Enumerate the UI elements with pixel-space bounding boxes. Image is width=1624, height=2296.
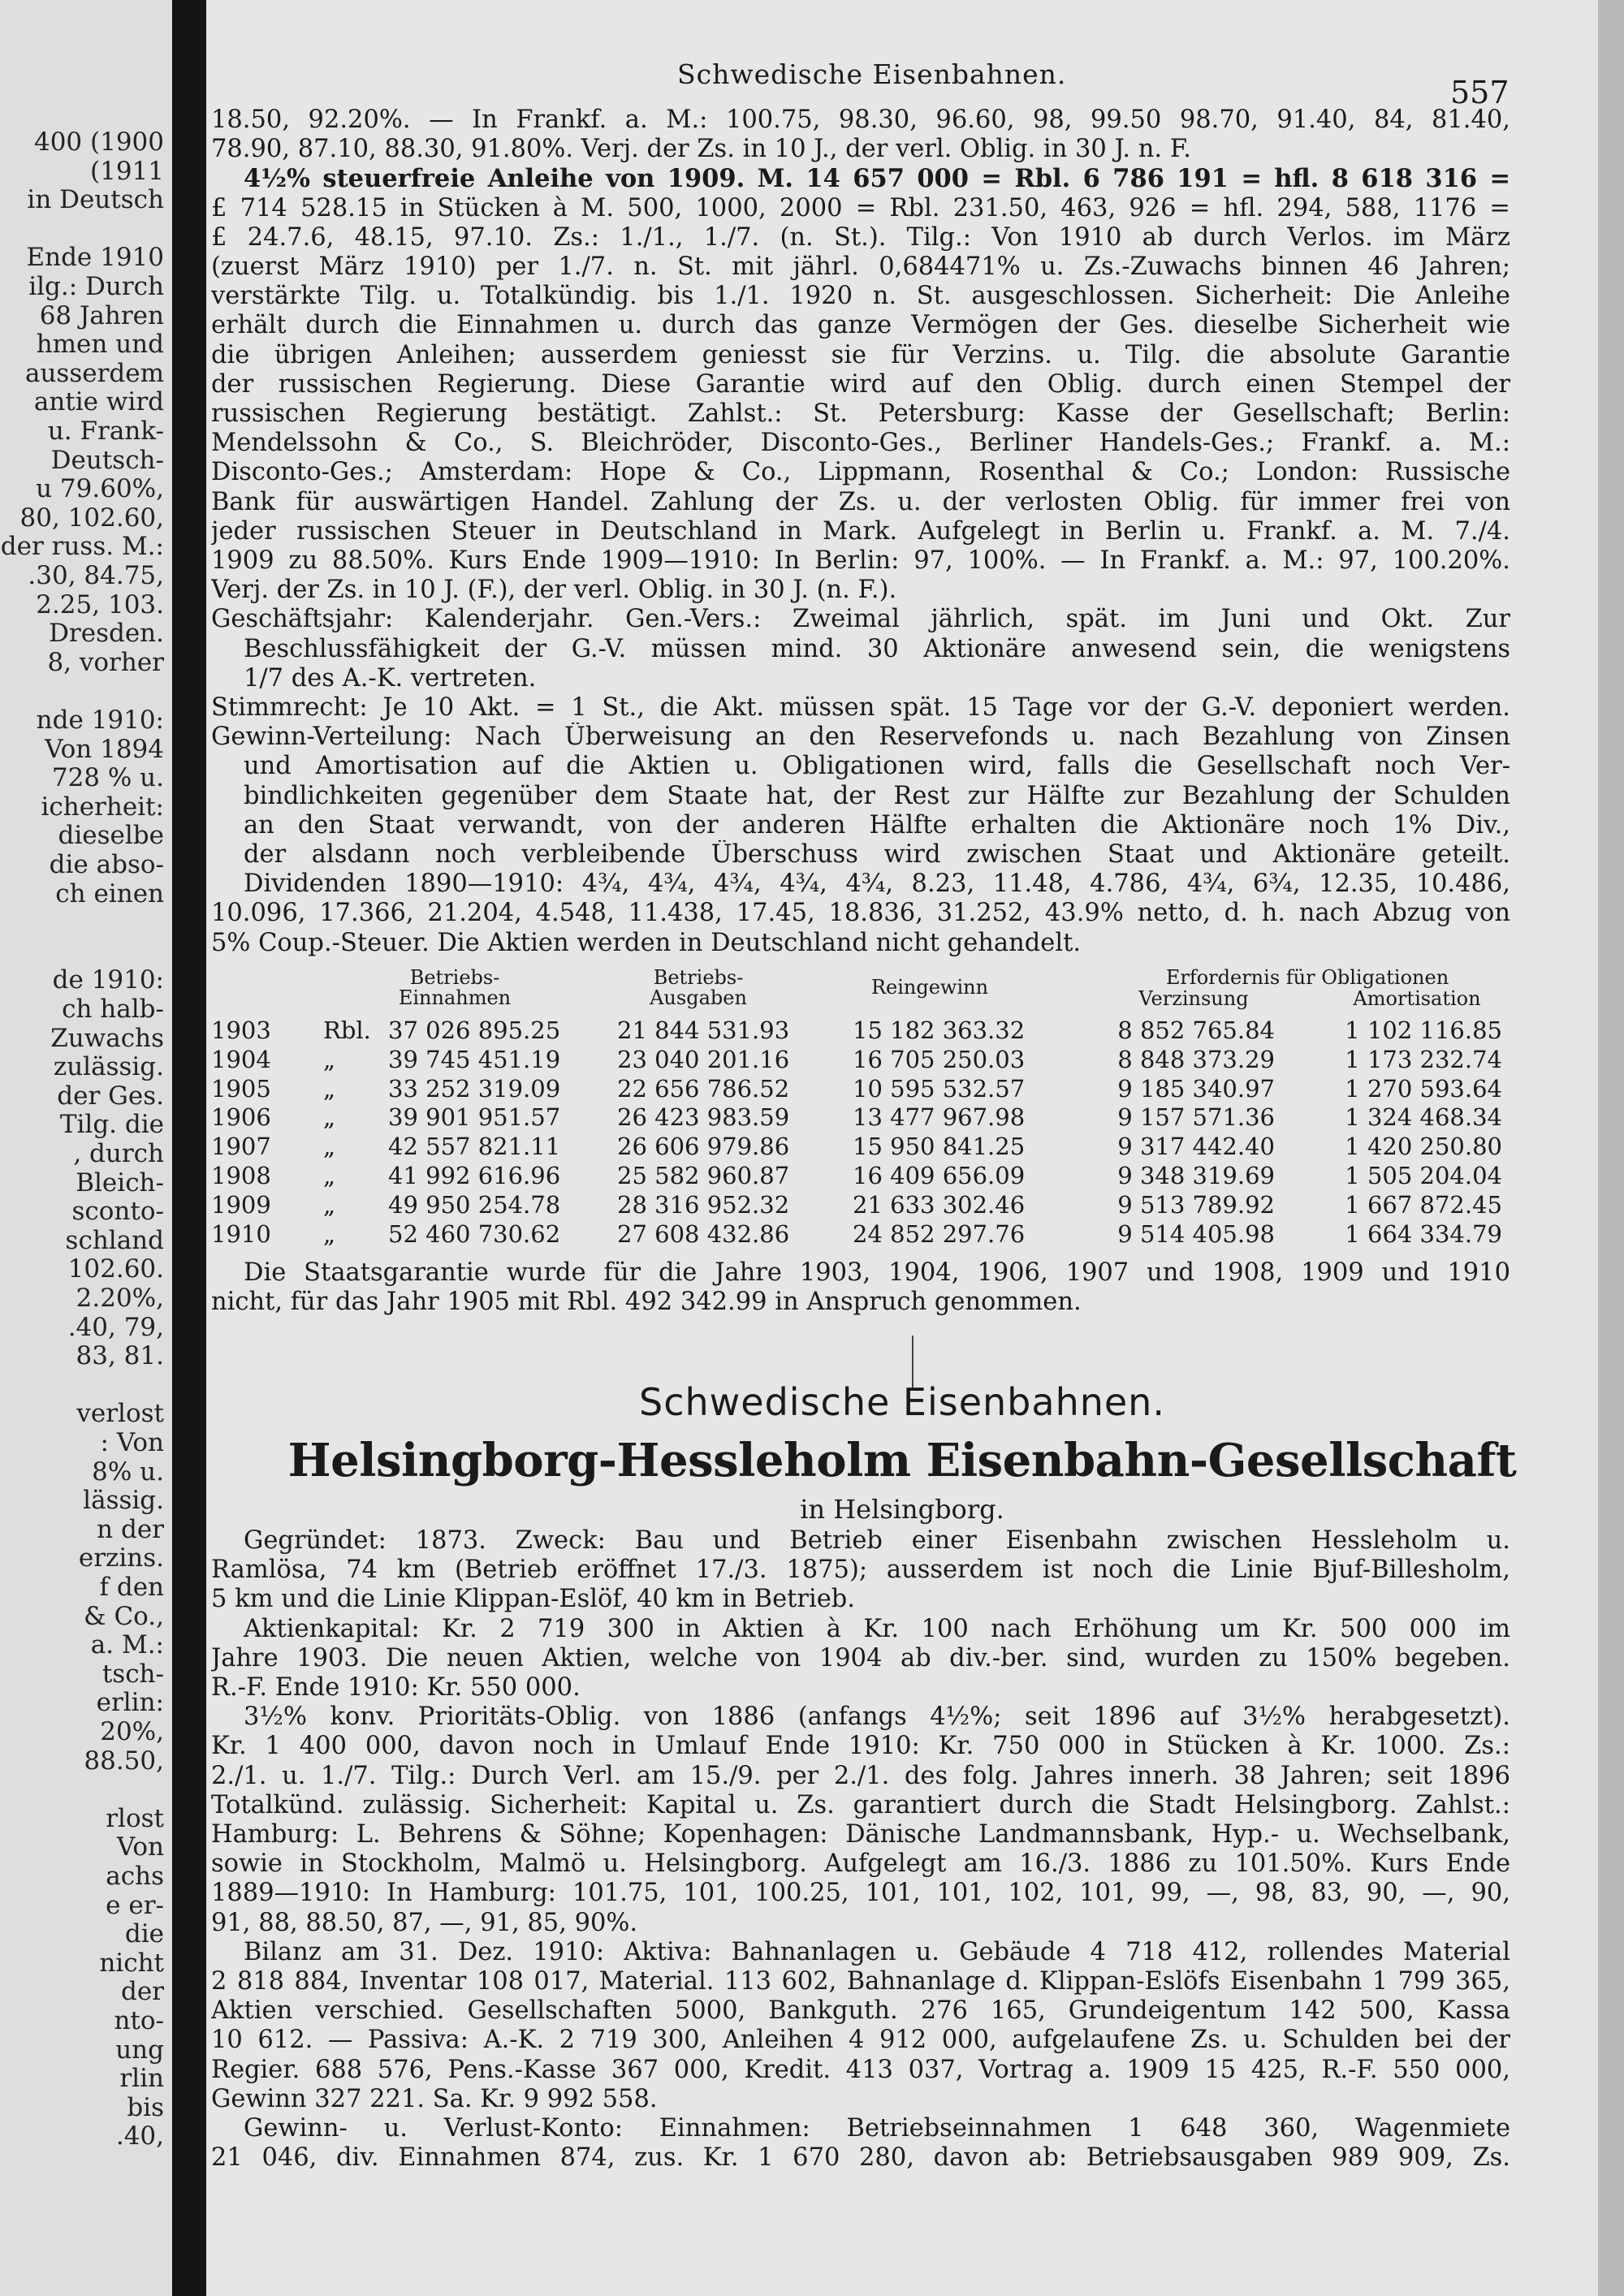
text-line: Kr. 1 400 000, davon noch in Umlauf Ende 1910: Kr. 750 000 in Stücken à Kr. 1000. Zs.:	[211, 1732, 1510, 1761]
section-title: Schwedische Eisenbahnen.	[639, 1380, 1165, 1424]
bleed-line: , durch	[73, 1139, 164, 1168]
text-line: Gewinn-Verteilung: Nach Überweisung an den Reservefonds u. nach Bezahlung von Zinsen	[211, 723, 1510, 752]
bleed-line: 102.60.	[67, 1254, 164, 1284]
bleed-line: 88.50,	[84, 1746, 164, 1776]
text-line: Regier. 688 576, Pens.-Kasse 367 000, Kredit. 413 037, Vortrag a. 1909 15 425, R.-F. 550 000,	[211, 2055, 1510, 2084]
bleed-line: achs	[106, 1862, 164, 1891]
cell-ausgaben: 27 608 432.86	[617, 1219, 790, 1248]
text-line: Gewinn- u. Verlust-Konto: Einnahmen: Betriebseinnahmen 1 648 360, Wagenmiete	[244, 2114, 1510, 2143]
text-line: Bank für auswärtigen Handel. Zahlung der Zs. u. der verlosten Oblig. für immer frei von	[211, 487, 1510, 516]
cell-reingewinn: 10 595 532.57	[853, 1074, 1026, 1103]
bleed-line: .40,	[115, 2121, 164, 2151]
bleed-line: verlost	[76, 1399, 164, 1429]
bleed-line: der	[120, 1977, 164, 2007]
cell-amortisation: 1 324 468.34	[1345, 1103, 1502, 1132]
text-line: 21 046, div. Einnahmen 874, zus. Kr. 1 670 280, davon ab: Betriebsausgaben 989 909, Zs.	[211, 2143, 1510, 2173]
text-line: R.-F. Ende 1910: Kr. 550 000.	[211, 1673, 581, 1703]
text-line: jeder russischen Steuer in Deutschland in Mark. Aufgelegt in Berlin u. Frankf. a. M. 7./4.	[211, 516, 1510, 546]
text-line: 10 612. — Passiva: A.-K. 2 719 300, Anleihen 4 912 000, aufgelaufene Zs. u. Schulden bei der	[211, 2026, 1510, 2055]
table-row	[211, 1016, 1510, 1046]
cell-einnahmen: 42 557 821.11	[388, 1133, 561, 1161]
bleed-line: Von	[116, 1832, 164, 1862]
running-head: Schwedische Eisenbahnen.	[677, 58, 1067, 90]
text-line: Verj. der Zs. in 10 J. (F.), der verl. Oblig. in 30 J. (n. F.).	[211, 576, 897, 605]
guarantee-note	[211, 1258, 1510, 1317]
table-row	[211, 1046, 1510, 1075]
bleed-line: de 1910:	[52, 965, 164, 995]
bleed-line: icherheit:	[41, 792, 164, 822]
bleed-line: die abso-	[49, 850, 164, 879]
text-line: Geschäftsjahr: Kalenderjahr. Gen.-Vers.: Zweimal jährlich, spät. im Juni und Okt. Zur	[211, 605, 1510, 634]
bleed-line: & Co.,	[84, 1601, 164, 1631]
bleed-line: die	[124, 1919, 164, 1949]
cell-reingewinn: 21 633 302.46	[853, 1190, 1026, 1219]
bleed-line: a. M.:	[90, 1630, 164, 1660]
bleed-line: hmen und	[36, 330, 164, 360]
cell-reingewinn: 13 477 967.98	[853, 1103, 1026, 1132]
cell-amortisation: 1 664 334.79	[1345, 1219, 1502, 1248]
bleed-line: nde 1910:	[36, 706, 164, 735]
cell-amortisation: 1 667 872.45	[1345, 1190, 1502, 1219]
text-line: 1889—1910: In Hamburg: 101.75, 101, 100.25, 101, 101, 102, 101, 99, —, 98, 83, 90, —, 90,	[211, 1879, 1510, 1908]
bleed-line: .30, 84.75,	[28, 561, 164, 590]
bleed-line: erzins.	[78, 1543, 164, 1573]
cell-ausgaben: 25 582 960.87	[617, 1162, 790, 1189]
page-edge	[1598, 0, 1624, 2296]
cell-einnahmen: 39 901 951.57	[388, 1103, 561, 1132]
text-line: 2./1. u. 1./7. Tilg.: Durch Verl. am 15./9. per 2./1. des folg. Jahres innerh. 38 Jahren; seit 1896	[211, 1761, 1510, 1790]
table-row	[211, 1103, 1510, 1133]
bleed-line: ausserdem	[24, 358, 164, 388]
company-location: in Helsingborg.	[800, 1494, 1004, 1525]
bleed-line: Von 1894	[45, 734, 164, 764]
text-line: £ 714 528.15 in Stücken à M. 500, 1000, 2000 = Rbl. 231.50, 463, 926 = hfl. 294, 588, 1176 =	[211, 193, 1510, 222]
bleed-line: : Von	[100, 1428, 164, 1457]
cell-cur: „	[323, 1074, 336, 1103]
page-number: 557	[1450, 75, 1510, 110]
text-line: Beschlussfähigkeit der G.-V. müssen mind. 30 Aktionäre anwesend sein, die wenigstens	[244, 634, 1510, 663]
text-line: 4½% steuerfreie Anleihe von 1909. M. 14 657 000 = Rbl. 6 786 191 = hfl. 8 618 316 =	[244, 164, 1510, 194]
bleed-line: der Ges.	[57, 1081, 164, 1111]
text-line: 2 818 884, Inventar 108 017, Material. 113 602, Bahnanlage d. Klippan-Eslöfs Eisenbahn 1 799 365,	[211, 1967, 1510, 1996]
text-line: 10.096, 17.366, 21.204, 4.548, 11.438, 17.45, 18.836, 31.252, 43.9% netto, d. h. nach Abzug von	[211, 899, 1510, 928]
text-line: Aktien verschied. Gesellschaften 5000, Bankguth. 276 165, Grundeigentum 142 500, Kassa	[211, 1996, 1510, 2026]
cell-einnahmen: 52 460 730.62	[388, 1219, 561, 1248]
bleed-line: n der	[97, 1514, 164, 1544]
header-amortisation: Amortisation	[1353, 987, 1481, 1010]
text-line: (zuerst März 1910) per 1./7. n. St. mit jährl. 0,684471% u. Zs.-Zuwachs binnen 46 Jahren;	[211, 252, 1510, 282]
text-line: und Amortisation auf die Aktien u. Obligationen wird, falls die Gesellschaft noch Ver-	[244, 752, 1510, 781]
cell-reingewinn: 24 852 297.76	[853, 1219, 1026, 1248]
header-erfordernis: Erfordernis für Obligationen	[1165, 966, 1449, 989]
bleed-line: .40, 79,	[67, 1312, 164, 1342]
text-line: sowie in Stockholm, Malmö u. Helsingborg. Aufgelegt am 16./3. 1886 zu 101.50%. Kurs Ende	[211, 1849, 1510, 1879]
cell-einnahmen: 37 026 895.25	[388, 1016, 561, 1044]
bleed-line: schland	[65, 1225, 164, 1255]
cell-reingewinn: 15 182 363.32	[853, 1016, 1026, 1044]
left-page-bleed	[0, 0, 172, 2296]
bleed-line: 20%,	[100, 1717, 164, 1746]
text-line: Disconto-Ges.; Amsterdam: Hope & Co., Lippmann, Rosenthal & Co.; London: Russische	[211, 458, 1510, 487]
cell-verzinsung: 8 848 373.29	[1117, 1045, 1275, 1073]
cell-year: 1904	[211, 1045, 271, 1073]
bleed-line: Ende 1910	[26, 243, 164, 273]
bleed-line: 2.20%,	[76, 1284, 164, 1313]
bleed-line: 8, vorher	[47, 647, 164, 677]
text-line: Mendelssohn & Co., S. Bleichröder, Disconto-Ges., Berliner Handels-Ges.; Frankf. a. M.:	[211, 429, 1510, 458]
bleed-line: lässig.	[83, 1486, 164, 1516]
bleed-line: Tilg. die	[59, 1110, 164, 1140]
cell-einnahmen: 49 950 254.78	[388, 1190, 561, 1219]
text-line: 5 km und die Linie Klippan-Eslöf, 40 km in Betrieb.	[211, 1585, 855, 1614]
cell-cur: „	[323, 1133, 336, 1161]
text-line: Die Staatsgarantie wurde für die Jahre 1903, 1904, 1906, 1907 und 1908, 1909 und 1910	[244, 1258, 1510, 1287]
cell-year: 1909	[211, 1190, 271, 1219]
cell-amortisation: 1 270 593.64	[1345, 1074, 1502, 1103]
cell-year: 1906	[211, 1103, 271, 1132]
cell-verzinsung: 9 317 442.40	[1117, 1133, 1275, 1161]
text-line: Stimmrecht: Je 10 Akt. = 1 St., die Akt. müssen spät. 15 Tage vor der G.-V. deponiert werden.	[211, 693, 1510, 723]
cell-verzinsung: 9 348 319.69	[1117, 1162, 1275, 1189]
bleed-line: 400 (1900	[33, 127, 164, 157]
company-title: Helsingborg-Hessleholm Eisenbahn-Gesellschaft	[287, 1434, 1517, 1487]
text-line: 78.90, 87.10, 88.30, 91.80%. Verj. der Zs. in 10 J., der verl. Oblig. in 30 J. n. F.	[211, 135, 1191, 164]
bleed-line: antie wird	[33, 387, 164, 417]
text-line: nicht, für das Jahr 1905 mit Rbl. 492 342.99 in Anspruch genommen.	[211, 1288, 1082, 1317]
text-line: Aktienkapital: Kr. 2 719 300 in Aktien à Kr. 100 nach Erhöhung um Kr. 500 000 im	[244, 1614, 1510, 1643]
header-verzinsung: Verzinsung	[1138, 987, 1249, 1010]
bleed-line: 728 % u.	[51, 763, 164, 793]
bleed-line: 2.25, 103.	[36, 589, 164, 619]
gutter-shadow	[172, 0, 206, 2296]
cell-cur: Rbl.	[323, 1016, 371, 1044]
cell-verzinsung: 9 513 789.92	[1117, 1190, 1275, 1219]
text-line: 18.50, 92.20%. — In Frankf. a. M.: 100.75, 98.30, 96.60, 98, 99.50 98.70, 91.40, 84, 81.40,	[211, 106, 1510, 134]
text-line: Hamburg: L. Behrens & Söhne; Kopenhagen: Dänische Landmannsbank, Hyp.- u. Wechselbank,	[211, 1820, 1510, 1849]
header-ausgaben: Betriebs- Ausgaben	[650, 966, 747, 1009]
bleed-line: 68 Jahren	[39, 300, 164, 330]
text-line: Gewinn 327 221. Sa. Kr. 9 992 558.	[211, 2084, 658, 2113]
text-line: Ramlösa, 74 km (Betrieb eröffnet 17./3. 1875); ausserdem ist noch die Linie Bjuf-Billesholm,	[211, 1556, 1510, 1585]
cell-year: 1903	[211, 1016, 271, 1044]
cell-amortisation: 1 505 204.04	[1345, 1162, 1502, 1189]
bleed-line: dieselbe	[58, 821, 164, 851]
text-line: russischen Regierung bestätigt. Zahlst.: St. Petersburg: Kasse der Gesellschaft; Berlin:	[211, 399, 1510, 429]
bleed-line: erlin:	[96, 1688, 164, 1718]
bleed-line: Deutsch-	[50, 445, 164, 475]
cell-year: 1908	[211, 1162, 271, 1189]
header-reingewinn: Reingewinn	[870, 976, 989, 999]
table-row	[211, 1220, 1510, 1249]
table-row	[211, 1133, 1510, 1162]
bleed-line: f den	[99, 1573, 164, 1602]
text-line: 1/7 des A.-K. vertreten.	[244, 663, 537, 693]
cell-cur: „	[323, 1162, 336, 1189]
text-line: 3½% konv. Prioritäts-Oblig. von 1886 (anfangs 4½%; seit 1896 auf 3½% herabgesetzt).	[244, 1703, 1510, 1732]
company-section-text	[211, 1526, 1510, 2173]
book-page	[206, 0, 1598, 2296]
cell-reingewinn: 15 950 841.25	[853, 1133, 1026, 1161]
bleed-line: sconto-	[71, 1197, 164, 1227]
cell-ausgaben: 22 656 786.52	[617, 1074, 790, 1103]
text-line: erhält durch die Einnahmen u. durch das ganze Vermögen der Ges. dieselbe Sicherheit wie	[211, 311, 1510, 340]
text-line: verstärkte Tilg. u. Totalkündig. bis 1./1. 1920 n. St. ausgeschlossen. Sicherheit: Die Anleihe	[211, 282, 1510, 311]
bleed-line: rlin	[119, 2064, 164, 2094]
cell-einnahmen: 39 745 451.19	[388, 1045, 561, 1073]
cell-cur: „	[323, 1103, 336, 1132]
bleed-line: nicht	[99, 1948, 164, 1978]
text-line: Totalkünd. zulässig. Sicherheit: Kapital u. Zs. garantiert durch die Stadt Helsingborg. Zahlst.:	[211, 1790, 1510, 1819]
bleed-line: ung	[115, 2035, 164, 2065]
bleed-line: in Deutsch	[27, 185, 164, 215]
text-line: bindlichkeiten gegenüber dem Staate hat, der Rest zur Hälfte zur Bezahlung der Schulden	[244, 781, 1510, 810]
text-line: £ 24.7.6, 48.15, 97.10. Zs.: 1./1., 1./7. (n. St.). Tilg.: Von 1910 ab durch Verlos. im März	[211, 222, 1510, 252]
bleed-line: zulässig.	[53, 1052, 164, 1082]
cell-ausgaben: 28 316 952.32	[617, 1190, 790, 1219]
bleed-line: ch einen	[55, 878, 164, 908]
table-row	[211, 1075, 1510, 1104]
text-line: an den Staat verwandt, von der anderen Hälfte erhalten die Aktionäre noch 1% Div.,	[244, 810, 1510, 839]
bleed-line: 8% u.	[92, 1457, 164, 1487]
cell-reingewinn: 16 705 250.03	[853, 1045, 1026, 1073]
cell-reingewinn: 16 409 656.09	[853, 1162, 1026, 1189]
text-line: 91, 88, 88.50, 87, —, 91, 85, 90%.	[211, 1908, 638, 1937]
text-line: Dividenden 1890—1910: 4¾, 4¾, 4¾, 4¾, 4¾, 8.23, 11.48, 4.786, 4¾, 6¾, 12.35, 10.486,	[244, 870, 1510, 899]
cell-cur: „	[323, 1045, 336, 1073]
cell-verzinsung: 9 185 340.97	[1117, 1074, 1275, 1103]
bleed-line: nto-	[114, 2006, 164, 2035]
bleed-line: u 79.60%,	[36, 474, 164, 504]
cell-verzinsung: 8 852 765.84	[1117, 1016, 1275, 1044]
text-line: der alsdann noch verbleibende Überschuss wird zwischen Staat und Aktionäre geteilt.	[244, 840, 1510, 870]
cell-ausgaben: 26 423 983.59	[617, 1103, 790, 1132]
text-line: 1909 zu 88.50%. Kurs Ende 1909—1910: In Berlin: 97, 100%. — In Frankf. a. M.: 97, 100.20%.	[211, 546, 1510, 576]
cell-cur: „	[323, 1219, 336, 1248]
bleed-line: (1911	[90, 156, 164, 186]
cell-ausgaben: 23 040 201.16	[617, 1045, 790, 1073]
cell-amortisation: 1 102 116.85	[1345, 1016, 1502, 1044]
cell-einnahmen: 33 252 319.09	[388, 1074, 561, 1103]
text-line: Gegründet: 1873. Zweck: Bau und Betrieb einer Eisenbahn zwischen Hessleholm u.	[244, 1526, 1510, 1555]
header-einnahmen: Betriebs- Einnahmen	[398, 966, 512, 1009]
text-line: Jahre 1903. Die neuen Aktien, welche von 1904 ab div.-ber. sind, wurden zu 150% begeben.	[211, 1643, 1510, 1672]
bleed-line: 80, 102.60,	[19, 503, 164, 533]
table-row	[211, 1191, 1510, 1220]
table-row	[211, 1162, 1510, 1191]
bleed-line: u. Frank-	[47, 416, 164, 446]
text-line: die übrigen Anleihen; ausserdem geniesst sie für Verzins. u. Tilg. die absolute Garantie	[211, 340, 1510, 369]
bleed-line: rlost	[106, 1803, 164, 1833]
bleed-line: bis	[127, 2092, 164, 2122]
bleed-line: Dresden.	[49, 619, 164, 649]
cell-amortisation: 1 420 250.80	[1345, 1133, 1502, 1161]
bleed-line: 83, 81.	[76, 1341, 164, 1371]
cell-einnahmen: 41 992 616.96	[388, 1162, 561, 1189]
text-line: 5% Coup.-Steuer. Die Aktien werden in Deutschland nicht gehandelt.	[211, 928, 1082, 957]
bleed-line: Zuwachs	[50, 1023, 164, 1053]
cell-cur: „	[323, 1190, 336, 1219]
cell-verzinsung: 9 514 405.98	[1117, 1219, 1275, 1248]
cell-ausgaben: 26 606 979.86	[617, 1133, 790, 1161]
text-line: Bilanz am 31. Dez. 1910: Aktiva: Bahnanlagen u. Gebäude 4 718 412, rollendes Material	[244, 1937, 1510, 1966]
cell-year: 1907	[211, 1133, 271, 1161]
bleed-line: Bleich-	[76, 1167, 164, 1198]
bleed-line: ch halb-	[62, 995, 164, 1024]
bleed-line: tsch-	[102, 1659, 164, 1689]
bleed-line: der russ. M.:	[0, 532, 164, 562]
text-line: der russischen Regierung. Diese Garantie wird auf den Oblig. durch einen Stempel der	[211, 369, 1510, 399]
cell-year: 1910	[211, 1219, 271, 1248]
cell-ausgaben: 21 844 531.93	[617, 1016, 790, 1044]
cell-verzinsung: 9 157 571.36	[1117, 1103, 1275, 1132]
cell-year: 1905	[211, 1074, 271, 1103]
bond-section-text	[211, 106, 1510, 958]
bleed-line: ilg.: Durch	[28, 272, 164, 301]
bleed-line: e er-	[106, 1890, 164, 1920]
cell-amortisation: 1 173 232.74	[1345, 1045, 1502, 1073]
